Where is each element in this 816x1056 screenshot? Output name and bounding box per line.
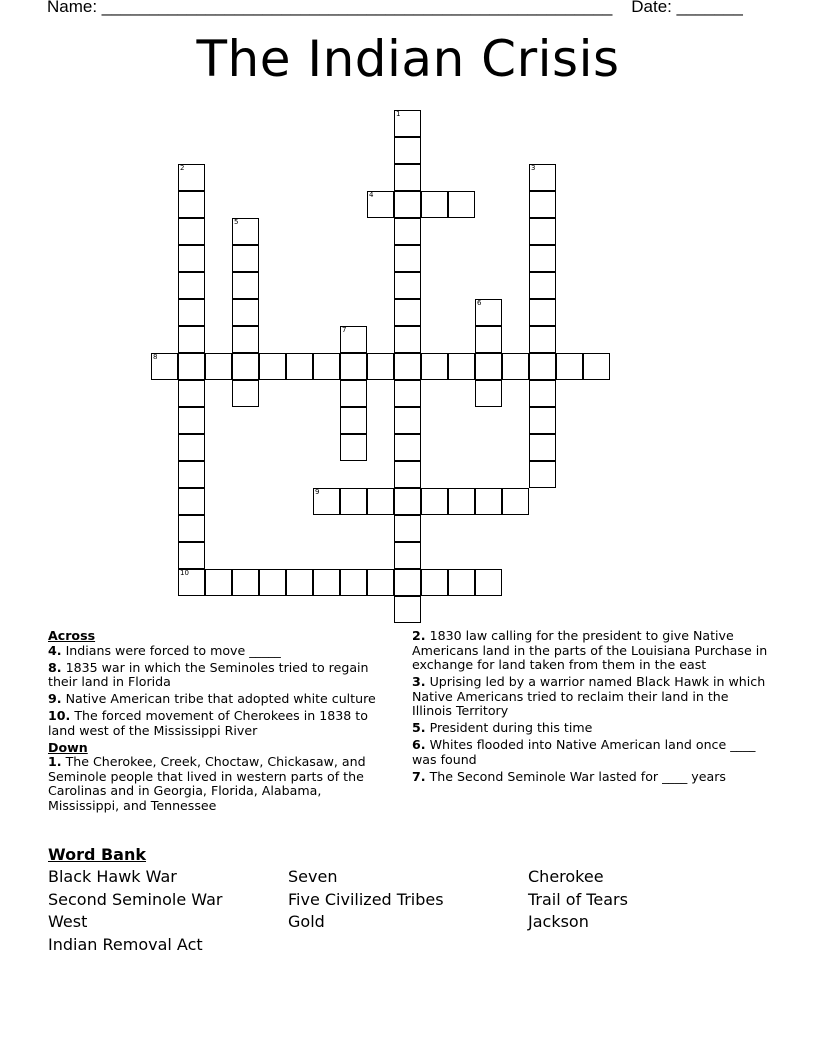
name-date-line: Name: ______________________________________________________ Date: _______ [47,0,743,16]
crossword-cell[interactable] [394,434,421,461]
crossword-cell[interactable] [178,542,205,569]
crossword-cell[interactable] [259,569,286,596]
crossword-cell[interactable] [583,353,610,380]
down-heading: Down [48,739,88,755]
crossword-cell[interactable] [232,218,259,245]
down-clue-list-continued [412,629,772,784]
clue-item-number: 10. [48,708,71,723]
crossword-cell[interactable] [178,299,205,326]
clue-number: 4 [369,191,374,199]
crossword-cell[interactable] [232,569,259,596]
crossword-cell[interactable] [529,299,556,326]
crossword-cell[interactable] [232,272,259,299]
crossword-cell[interactable] [178,569,205,596]
clue-number: 8 [153,353,158,361]
crossword-cell[interactable] [394,137,421,164]
word-bank-item: Gold [288,912,325,931]
clue-item [48,709,388,738]
crossword-cell[interactable] [232,353,259,380]
clue-number: 2 [180,164,185,172]
crossword-cell[interactable] [232,326,259,353]
crossword-cell[interactable] [178,218,205,245]
crossword-cell[interactable] [394,326,421,353]
word-bank-item: Indian Removal Act [48,934,203,954]
crossword-cell[interactable] [394,218,421,245]
word-bank-item: Black Hawk War [48,867,177,886]
clue-item-text: Indians were forced to move _____ [61,642,281,658]
crossword-cell[interactable] [178,515,205,542]
crossword-cell[interactable] [394,407,421,434]
crossword-cell[interactable] [178,245,205,272]
crossword-cell[interactable] [529,164,556,191]
crossword-cell[interactable] [529,461,556,488]
crossword-cell[interactable] [475,353,502,380]
crossword-cell[interactable] [394,542,421,569]
crossword-cell[interactable] [340,569,367,596]
crossword-cell[interactable] [394,380,421,407]
crossword-cell[interactable] [529,407,556,434]
crossword-cell[interactable] [394,245,421,272]
crossword-cell[interactable] [529,353,556,380]
page-title: The Indian Crisis [196,30,620,88]
crossword-cell[interactable] [340,407,367,434]
crossword-cell[interactable] [394,299,421,326]
crossword-cell[interactable] [448,353,475,380]
clue-item-text: Uprising led by a warrior named Black Hawk in which Native Americans tried to reclaim their land in the Illinois Territory [412,674,766,718]
clue-number: 3 [531,164,536,172]
crossword-cell[interactable] [448,488,475,515]
crossword-cell[interactable] [178,191,205,218]
crossword-cell[interactable] [421,191,448,218]
crossword-cell[interactable] [259,353,286,380]
crossword-cell[interactable] [178,461,205,488]
crossword-cell[interactable] [448,569,475,596]
crossword-cell[interactable] [394,488,421,515]
clues-right-column [412,629,772,787]
crossword-cell[interactable] [475,299,502,326]
word-bank-item: Second Seminole War [48,889,223,909]
word-bank-item: Cherokee [528,867,604,886]
crossword-cell[interactable] [340,488,367,515]
clue-item-number: 6. [412,737,426,752]
crossword-cell[interactable] [178,488,205,515]
down-clue-list [48,755,388,813]
crossword-cell[interactable] [178,164,205,191]
crossword-cell[interactable] [421,488,448,515]
crossword-cell[interactable] [178,407,205,434]
word-bank-item: West [48,912,88,931]
word-bank-item: Five Civilized Tribes [288,889,444,909]
crossword-cell[interactable] [340,326,367,353]
crossword-cell[interactable] [421,569,448,596]
crossword-cell[interactable] [205,353,232,380]
clue-item-text: The Cherokee, Creek, Choctaw, Chickasaw, and Seminole people that lived in western parts of the Carolinas and in Georgia, Florida, Alabama, Mississippi, and Tennessee [48,754,366,813]
crossword-cell[interactable] [421,353,448,380]
crossword-cell[interactable] [340,434,367,461]
clue-item-text: 1835 war in which the Seminoles tried to regain their land in Florida [48,659,369,689]
clue-item-number: 3. [412,674,426,689]
clue-item [412,675,772,719]
across-heading: Across [48,628,96,643]
crossword-cell[interactable] [340,380,367,407]
crossword-cell[interactable] [529,191,556,218]
crossword-cell[interactable] [232,380,259,407]
clue-number: 9 [315,488,320,496]
crossword-cell[interactable] [394,461,421,488]
crossword-cell[interactable] [502,353,529,380]
clue-item-number: 4. [48,642,62,658]
crossword-cell[interactable] [178,380,205,407]
crossword-cell[interactable] [313,488,340,515]
crossword-cell[interactable] [232,245,259,272]
clue-number: 1 [396,110,401,118]
crossword-cell[interactable] [313,569,340,596]
crossword-cell[interactable] [529,245,556,272]
crossword-cell[interactable] [475,380,502,407]
clue-item-text: Native American tribe that adopted white culture [61,691,376,706]
crossword-cell[interactable] [313,353,340,380]
clue-item-text: Whites flooded into Native American land once ____ was found [412,737,756,767]
crossword-cell[interactable] [367,191,394,218]
crossword-cell[interactable] [178,326,205,353]
crossword-cell[interactable] [529,326,556,353]
clue-item-text: The forced movement of Cherokees in 1838 to land west of the Mississippi River [48,708,368,738]
word-bank-title: Word Bank [48,845,147,864]
clue-item-number: 2. [412,628,426,643]
clues-left-column [48,629,388,816]
crossword-cell[interactable] [340,353,367,380]
crossword-cell[interactable] [205,569,232,596]
crossword-cell[interactable] [394,353,421,380]
clue-item [412,770,772,785]
crossword-cell[interactable] [151,353,178,380]
clue-item [48,644,388,659]
crossword-cell[interactable] [394,164,421,191]
crossword-cell[interactable] [367,569,394,596]
crossword-cell[interactable] [394,272,421,299]
clue-number: 6 [477,299,482,307]
crossword-cell[interactable] [394,596,421,623]
crossword-cell[interactable] [394,110,421,137]
crossword-cell[interactable] [529,434,556,461]
crossword-cell[interactable] [367,353,394,380]
word-bank-item: Seven [288,867,338,886]
word-bank-item: Jackson [528,912,589,931]
crossword-cell[interactable] [475,569,502,596]
crossword-cell[interactable] [286,569,313,596]
crossword-cell[interactable] [448,191,475,218]
clue-item-number: 5. [412,720,426,735]
clue-item-number: 8. [48,659,62,675]
clue-item-number: 7. [412,768,426,784]
crossword-cell[interactable] [394,191,421,218]
clue-item [48,755,388,813]
clue-number: 10 [180,569,189,577]
crossword-cell[interactable] [178,272,205,299]
crossword-cell[interactable] [556,353,583,380]
crossword-cell[interactable] [529,272,556,299]
crossword-cell[interactable] [502,488,529,515]
clue-item [48,661,388,690]
crossword-cell[interactable] [178,434,205,461]
crossword-cell[interactable] [475,488,502,515]
crossword-cell[interactable] [232,299,259,326]
crossword-cell[interactable] [394,515,421,542]
clue-item [48,692,388,707]
crossword-cell[interactable] [367,488,394,515]
clue-item-text: The Second Seminole War lasted for ____ years [425,768,726,784]
crossword-cell[interactable] [394,569,421,596]
crossword-cell[interactable] [529,380,556,407]
clue-item [412,738,772,767]
clue-item-text: 1830 law calling for the president to give Native Americans land in the parts of the Louisiana Purchase in exchange for land taken from them in the east [412,628,768,672]
crossword-cell[interactable] [475,326,502,353]
clue-item-number: 1. [48,754,62,769]
clue-item [412,721,772,736]
clue-item-number: 9. [48,691,62,706]
clue-number: 5 [234,218,239,226]
clue-item-text: President during this time [425,720,593,735]
word-bank-item: Trail of Tears [528,889,628,909]
crossword-cell[interactable] [178,353,205,380]
across-clue-list [48,644,388,739]
clue-number: 7 [342,326,347,334]
crossword-cell[interactable] [286,353,313,380]
clue-item [412,629,772,673]
crossword-cell[interactable] [529,218,556,245]
